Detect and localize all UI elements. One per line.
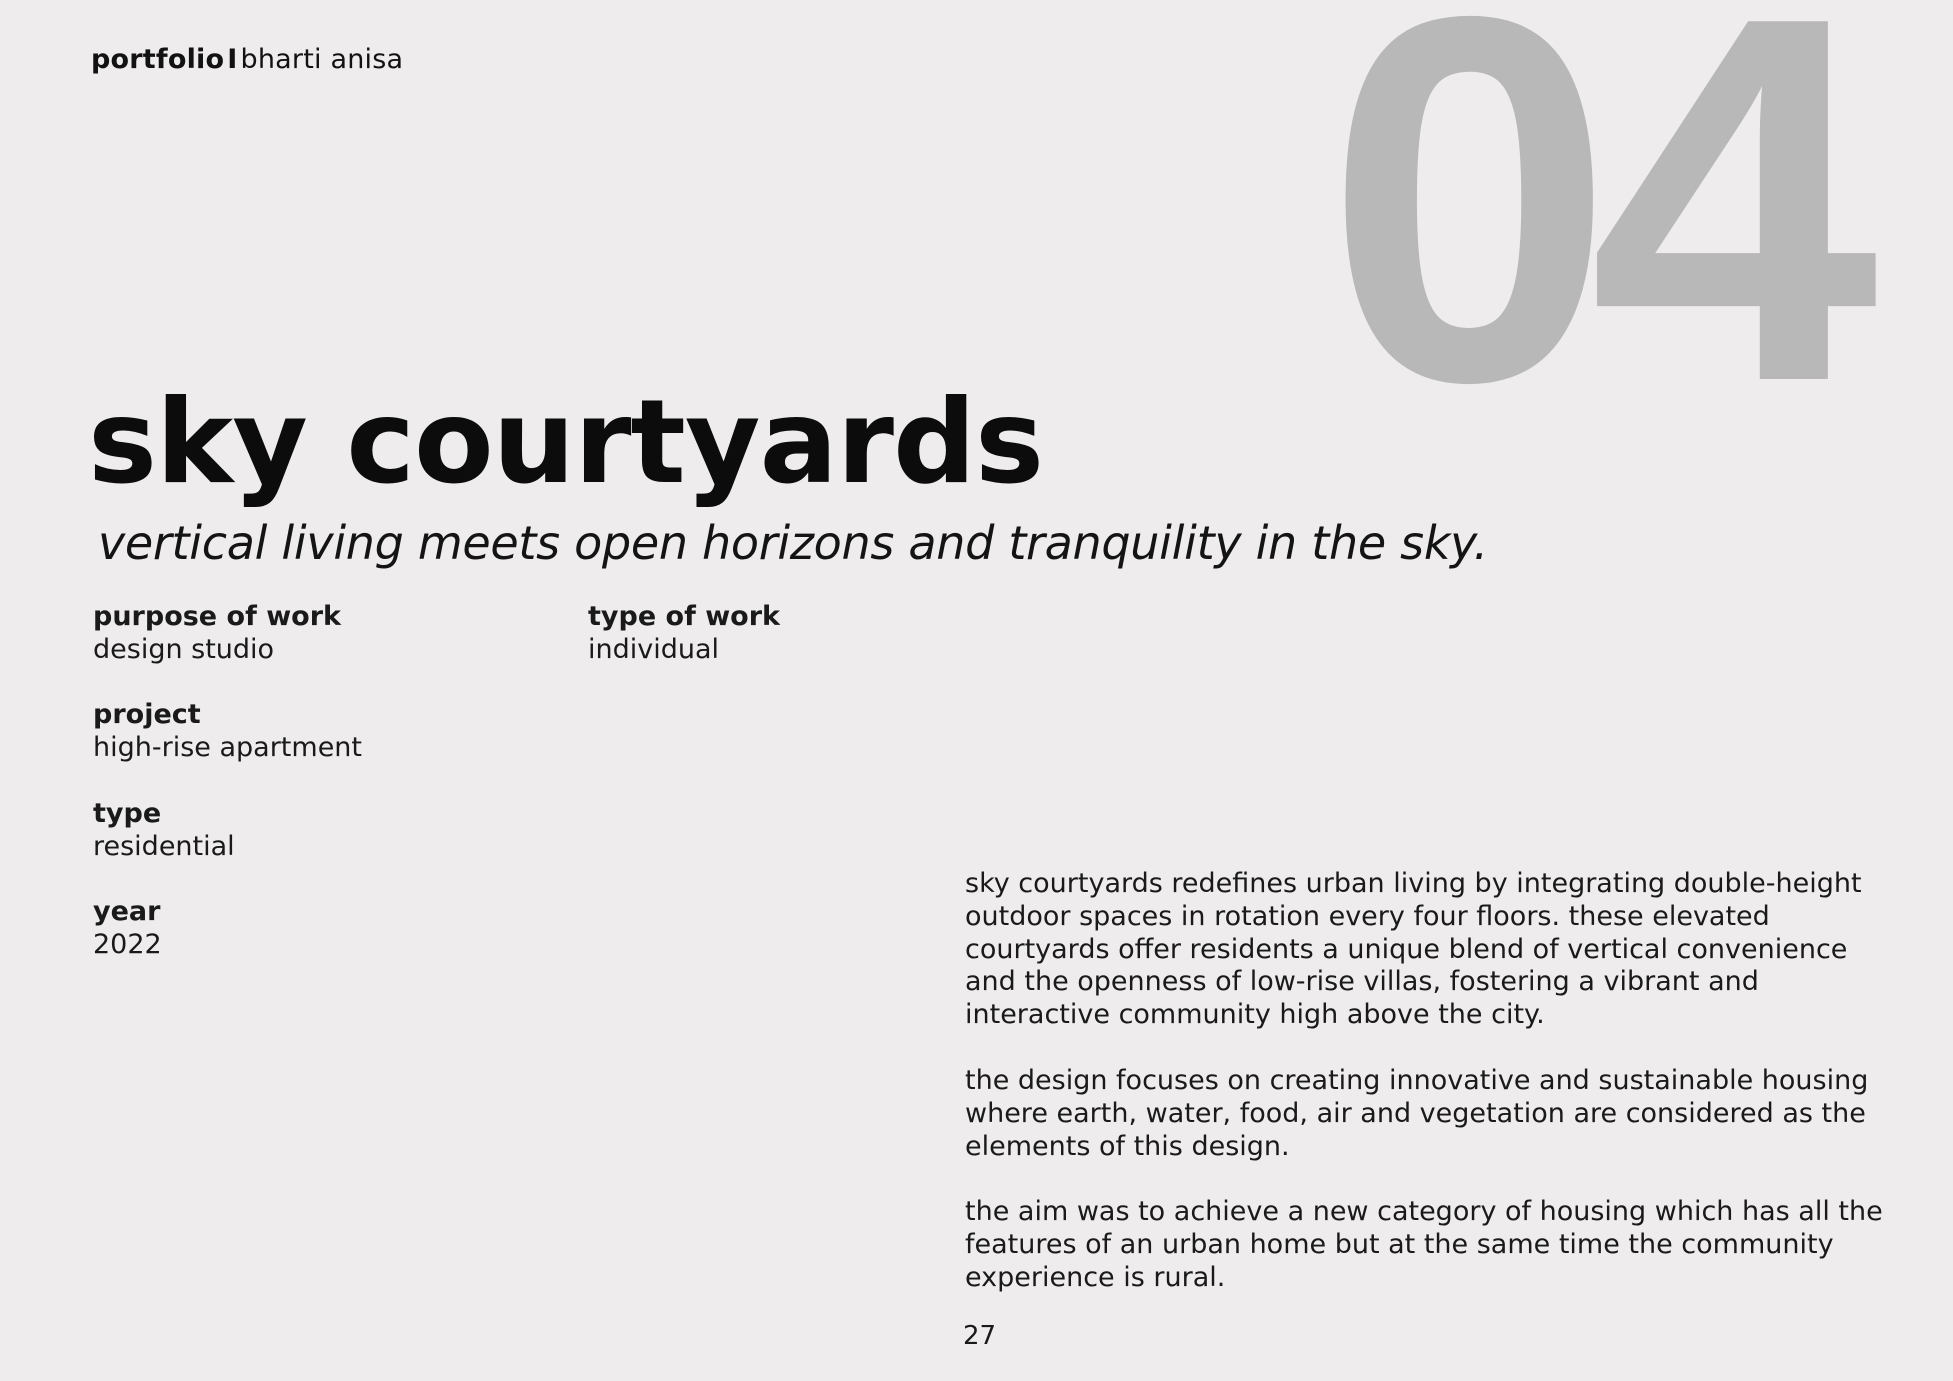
meta-label: project (93, 699, 201, 730)
description-paragraph: the design focuses on creating innovative and sustainable housing where earth, water, food, air and vegetation are considered as the elements of this design. (965, 1064, 1869, 1162)
meta-label: purpose of work (93, 601, 341, 632)
meta-value: design studio (93, 634, 275, 665)
meta-value: residential (93, 831, 235, 862)
meta-project (93, 698, 362, 764)
meta-year (93, 895, 162, 961)
meta-value: high-rise apartment (93, 732, 362, 763)
header-author: bharti anisa (240, 44, 404, 75)
meta-type (93, 797, 235, 863)
page-number: 27 (963, 1321, 997, 1351)
meta-value: 2022 (93, 929, 162, 960)
meta-label: year (93, 896, 161, 927)
project-title: sky courtyards (88, 375, 1044, 510)
project-description (965, 868, 1905, 1328)
meta-label: type of work (588, 601, 781, 632)
meta-purpose-of-work (93, 600, 341, 666)
meta-value: individual (588, 634, 720, 665)
meta-type-of-work (588, 600, 780, 666)
header-separator: I (227, 44, 238, 75)
project-subtitle: vertical living meets open horizons and tranquility in the sky. (98, 516, 1488, 570)
description-paragraph: the aim was to achieve a new category of housing which has all the features of an urban home but at the same time the community experience is rural. (965, 1196, 1883, 1293)
running-header (91, 40, 403, 80)
meta-label: type (93, 798, 162, 829)
description-paragraph: sky courtyards redefines urban living by integrating double-height outdoor spaces in rotation every four floors. these elevated courtyards offer residents a unique blend of vertical convenience and the openness of low-rise villas, fostering a vibrant and interactive community high above the city. (965, 868, 1862, 1031)
project-number: 04 (1325, 0, 1854, 490)
header-section: portfolio (91, 44, 225, 75)
